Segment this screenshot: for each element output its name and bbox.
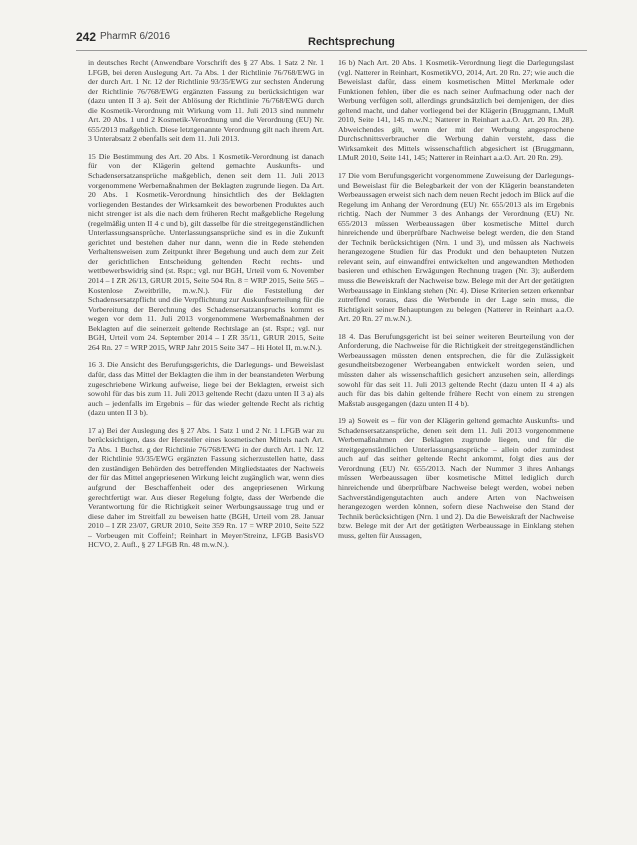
right-column [338, 58, 574, 548]
paragraph: 17 a) Bei der Auslegung des § 27 Abs. 1 Satz 1 und 2 Nr. 1 LFGB war zu berücksichtigen, dass der Hersteller eines kosmetischen Mittels nach Art. 7a Abs. 1 Buchst. g der Richtlinie 76/768/EWG in der durch Art. 1 Nr. 12 der Richtlinie 93/35/EWG ergänzten Fassung sicherzustellen hatte, dass den zuständigen Behörden des betreffenden Mitgliedstaates der Nachweis der für das Mittel angepriesenen Wirkung leicht zugänglich war, wenn dies aufgrund der Beschaffenheit oder des angepriesenen Wirkung gerechtfertigt war. Aus dieser Regelung folgte, dass der Werbende die Verantwortung für die Richtigkeit seiner Werbungsaussage trug und er diese daher im Streitfall zu beweisen hatte (BGH, Urteil vom 28. Januar 2010 – I ZR 23/07, GRUR 2010, Seite 359 Rn. 17 = WRP 2010, Seite 522 – Vorbeugen mit Coffein!; Reinhart in Meyer/Streinz, LFGB BasisVO HCVO, 2. Aufl., § 27 LFGB Rn. 48 m.w.N.). [88, 425, 324, 550]
section-title: Rechtsprechung [308, 36, 395, 48]
paragraph: 15 Die Bestimmung des Art. 20 Abs. 1 Kosmetik-Verordnung ist danach für von der Klägerin geltend gemachte Auskunfts- und Schadensersatzansprüche maßgeblich, denen seit dem 11. Juli 2013 vorgenommene Werbemaßnahmen der Beklagten zugrunde liegen. Da Art. 20 Abs. 1 Kosmetik-Verordnung hinsichtlich des der Beklagten vorliegenden Bestandes der Wirksamkeit des beworbenen Produktes auch nicht strenger ist als die nach dem früheren Recht maßgebliche Regelung (regelmäßig unten II 4 c und b), gilt dasselbe für die streitgegenständlichen Unterlassungsansprüche. Unterlassungsansprüche sind es in die Zukunft gerichtet und bestehen daher nur dann, wenn die in Rede stehenden Verhaltensweisen zum Zeitpunkt ihrer Begehung und auch dem zur Zeit der gerichtlichen Entscheidung geltenden Recht rechts- und wettbewerbswidrig sind (st. Rspr.; vgl. nur BGH, Urteil vom 6. November 2014 – I ZR 26/13, GRUR 2015, Seite 504 Rn. 8 = WRP 2015, Seite 565 – Kostenlose Zweitbrille, m.w.N.). Für die Feststellung der Schadensersatzpflicht und die Verpflichtung zur Auskunftserteilung für die Vorbereitung der Berechnung des Schadensersatzanspruchs kommt es wegen vor dem 11. Juli 2013 vorgenommene Werbemaßnahmen der Beklagten auf die seinerzeit geltende Rechtslage an (st. Rspr.; vgl. nur BGH, Urteil vom 24. September 2014 – I ZR 35/11, GRUR 2015, Seite 264 Rn. 27 = WRP 2015, WRP Jahr 2015 Seite 347 – Hi Hotel II, m.w.N.). [88, 151, 324, 352]
paragraph: 17 Die vom Berufungsgericht vorgenommene Zuweisung der Darlegungs- und Beweislast für die Belegbarkeit der von der Klägerin beanstandeten Werbeaussagen erweist sich nach dem neuen Recht jedoch im Blick auf die Regelung im Anhang der Verordnung (EU) Nr. 655/2013 als im Ergebnis richtig. Nach der Nummer 3 des Anhangs der Verordnung (EU) Nr. 655/2013 müssen Werbeaussagen über kosmetische Mittel durch hinreichende und überprüfbare Nachweise belegt werden, die den Stand der Technik berücksichtigen (Nrn. 1 und 3), und müssen als Nachweis herangezogene Studien für das Produkt und den behaupteten Nutzen relevant sein, auf einwandfrei entwickelten und angewandten Methoden basieren und ethischen Erwägungen Rechnung tragen (Nr. 3); außerdem muss die Beweiskraft der Nachweise bzw. Belege mit der Art der getätigten Werbeaussage in Einklang stehen (Nr. 4). Diese Kriterien setzen erkennbar zutreffend voraus, dass die Werbende in der Lage sein muss, die Richtigkeit seiner Behauptungen zu belegen (Natterer in Reinhart a.a.O. Art. 20 Rn. 27 m.w.N.). [338, 171, 574, 324]
left-column [88, 58, 324, 558]
paragraph: 16 b) Nach Art. 20 Abs. 1 Kosmetik-Verordnung liegt die Darlegungslast (vgl. Natterer in Reinhart, KosmetikVO, 2014, Art. 20 Rn. 27; wie auch die Beweislast dafür, dass einem kosmetischen Mittel Merkmale oder Funktionen fehlen, über die es nach seiner Aufmachung oder nach der Werbung verfügen soll, allerdings grundsätzlich bei demjenigen, der dies geltend macht, und daher vorliegend bei der Klägerin (Bruggmann, LMuR 2010, Seite 141, 145 m.w.N.; Natterer in Reinhart a.a.O. Art. 20 Rn. 28). Abweichendes gilt, wenn der mit der Werbung angesprochene Durchschnittsverbraucher die Werbung dahin versteht, dass die Wirksamkeit des Mittels wissenschaftlich abgesichert ist (Bruggmann, LMuR 2010, Seite 141, 145; Natterer in Reinhart a.a.O. Art. 20 Rn. 29). [338, 58, 574, 163]
page-header [76, 28, 587, 50]
paragraph: 18 4. Das Berufungsgericht ist bei seiner weiteren Beurteilung von der Anforderung, die Nachweise für die Richtigkeit der streitgegenständlichen Werbeaussagen müssten denen entsprechen, die für die Zulässigkeit gesundheitsbezogener Werbeangaben entwickelt worden seien, und müssten daher als wissenschaftlich gesichert anzusehen sein, allerdings sowohl für das seit 11. Juli 2013 geltende Recht (dazu unten II 4 a) als auch für das bis dahin geltende frühere Recht von einem zu strengen Maßstab ausgegangen (dazu unten II 4 b). [338, 331, 574, 408]
paragraph: 19 a) Soweit es – für von der Klägerin geltend gemachte Auskunfts- und Schadensersatzansprüche, denen seit dem 11. Juli 2013 vorgenommene Werbemaßnahmen der Beklagten zugrunde liegen, und für die streitgegenständlichen Unterlassungsansprüche – allein oder zumindest auch auf das seither geltende Recht ankommt, folgt dies aus der Verordnung (EU) Nr. 655/2013. Nach der Nummer 3 ihres Anhangs müssen Werbeaussagen über kosmetische Mittel lediglich durch hinreichende und überprüfbare Nachweise belegt werden, wobei neben Sachverständigengutachten auch andere Arten von Nachweisen herangezogen werden können, sofern diese Nachweise den Stand der Technik berücksichtigen (Nrn. 1 und 2). Da die Beweiskraft der Nachweise bzw. Belege mit der Art der getätigten Werbeaussage in Einklang stehen muss, gelten für Aussagen, [338, 416, 574, 540]
header-rule [76, 50, 587, 51]
paragraph: 16 3. Die Ansicht des Berufungsgerichts, die Darlegungs- und Beweislast dafür, dass das Mittel der Beklagten die ihm in der beanstandeten Werbung zugeschriebene Wirkung aufweise, liege bei der Beklagten, erweist sich sowohl für das bis zum 11. Juli 2013 geltende Recht (dazu unten II 3 a) als auch – jedenfalls im Ergebnis – für das wieder geltende Recht als richtig (dazu unten II 3 b). [88, 360, 324, 418]
page-number: 242 [76, 30, 97, 44]
paragraph: in deutsches Recht (Anwendbare Vorschrift des § 27 Abs. 1 Satz 2 Nr. 1 LFGB, bei deren Auslegung Art. 7a Abs. 1 der Richtlinie 76/768/EWG in der durch Art. 1 Nr. 12 der Richtlinie 93/35/EWG zur sechsten Änderung der Richtlinie 76/768/EWG ergänzten Fassung zu berücksichtigen war (dazu unten II 3 a). Seit der Ablösung der Richtlinie 76/768/EWG durch die Kosmetik-Verordnung mit Wirkung vom 11. Juli 2013 sind nunmehr Art. 20 Abs. 1 und 2 Kosmetik-Verordnung und die Verordnung (EU) Nr. 655/2013 maßgeblich. Diese letztgenannte Verordnung gilt nach ihrem Art. 3 Unterabsatz 2 ebenfalls seit dem 11. Juli 2013. [88, 58, 324, 144]
journal-reference: PharmR 6/2016 [100, 31, 171, 42]
